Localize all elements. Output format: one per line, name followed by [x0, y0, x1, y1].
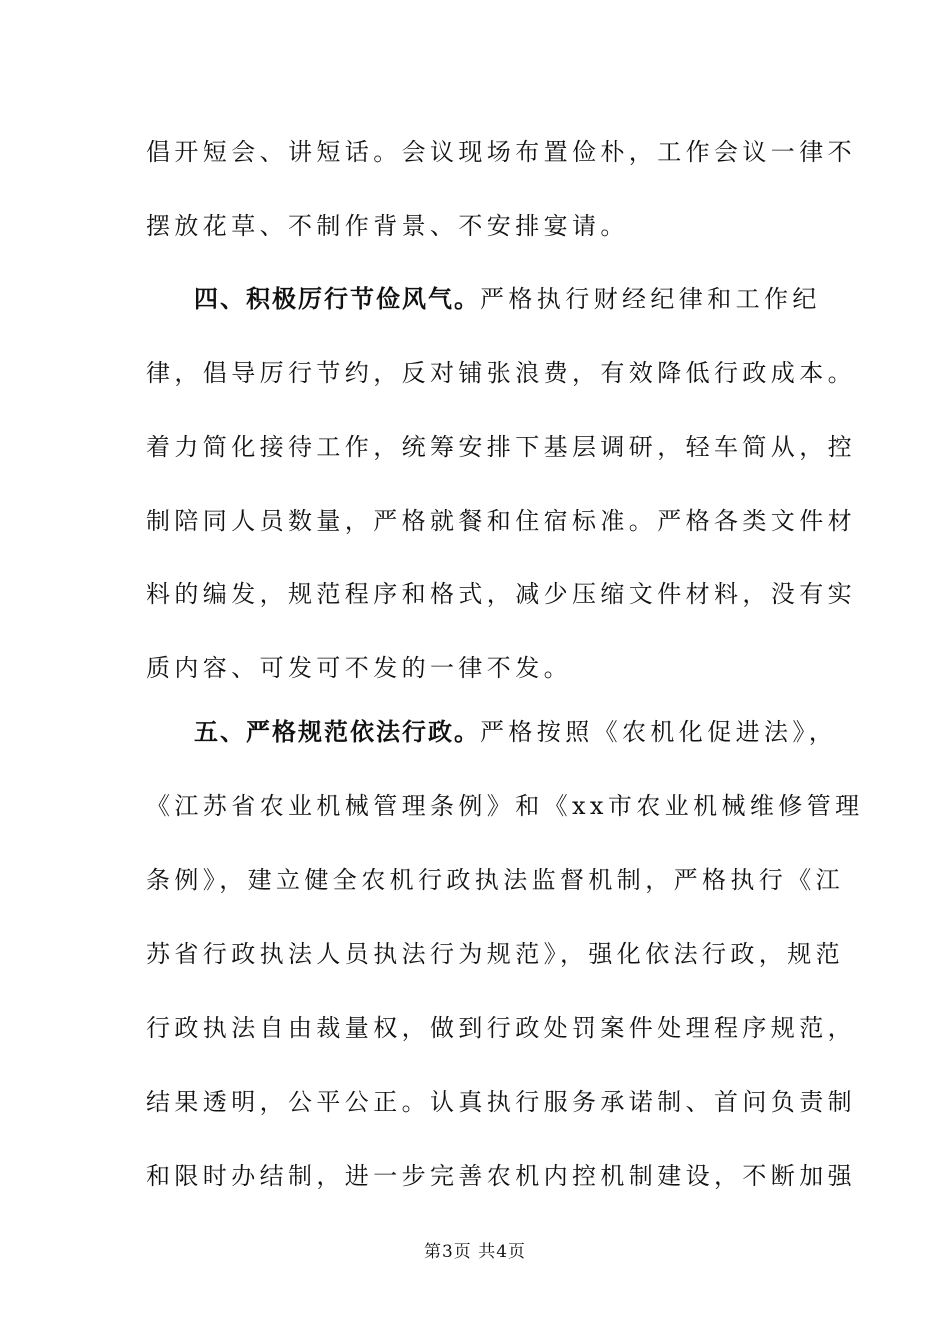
text-line: 料的编发，规范程序和格式，减少压缩文件材料，没有实 [146, 580, 856, 608]
section-heading: 四、积极厉行节俭风气。 [194, 285, 480, 313]
text-line: 苏省行政执法人员执法行为规范》，强化依法行政，规范 [146, 940, 844, 968]
text-line: 制陪同人员数量，严格就餐和住宿标准。严格各类文件材 [146, 507, 856, 535]
text-line [194, 716, 838, 748]
section-heading: 五、严格规范依法行政。 [194, 718, 480, 746]
text-line: 和限时办结制，进一步完善农机内控机制建设，不断加强 [146, 1162, 856, 1190]
text-line: 《江苏省农业机械管理条例》和《xx市农业机械维修管理 [146, 792, 864, 820]
text-line: 律，倡导厉行节约，反对铺张浪费，有效降低行政成本。 [146, 359, 856, 387]
page-footer: 第3页 共4页 [423, 1242, 527, 1262]
text-run: 严格按照《农机化促进法》， [480, 718, 838, 746]
text-line: 摆放花草、不制作背景、不安排宴请。 [146, 212, 629, 240]
text-line: 结果透明，公平公正。认真执行服务承诺制、首问负责制 [146, 1088, 856, 1116]
text-line: 倡开短会、讲短话。会议现场布置俭朴，工作会议一律不 [146, 138, 856, 166]
text-line: 着力简化接待工作，统筹安排下基层调研，轻车简从，控 [146, 433, 856, 461]
text-line [194, 283, 821, 315]
text-line: 条例》，建立健全农机行政执法监督机制，严格执行《江 [146, 866, 844, 894]
text-line: 行政执法自由裁量权，做到行政处罚案件处理程序规范， [146, 1014, 856, 1042]
text-run: 严格执行财经纪律和工作纪 [480, 285, 821, 313]
text-line: 质内容、可发可不发的一律不发。 [146, 654, 572, 682]
